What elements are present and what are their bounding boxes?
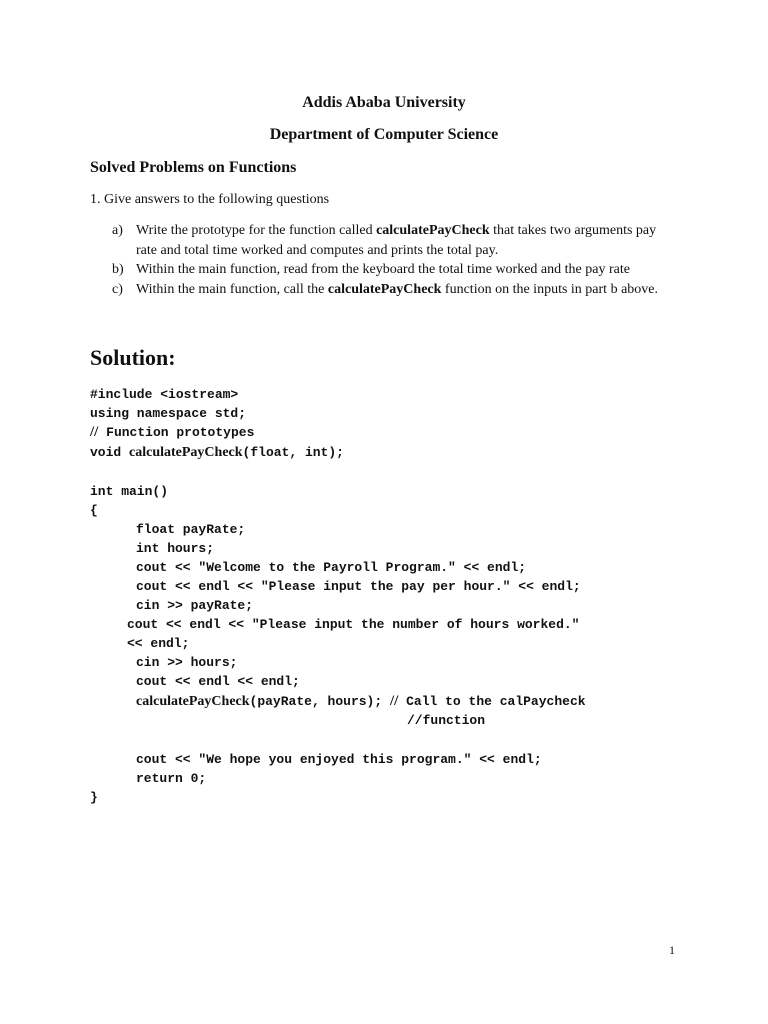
code-line: << endl; [127,636,190,651]
function-name: calculatePayCheck [376,223,490,238]
solution-heading: Solution: [90,345,176,370]
code-line: cout << endl << "Please input the number of hours worked." [127,617,580,632]
item-marker: c) [112,281,123,297]
code-line: { [90,503,98,518]
department-title: Department of Computer Science [269,126,499,143]
code-line: cout << endl << "Please input the pay per hour." << endl; [136,579,581,594]
university-title: Addis Ababa University [302,94,466,111]
code-line: float payRate; [136,522,246,537]
code-line: #include <iostream> [90,387,239,402]
code-line: cout << "We hope you enjoyed this program." << endl; [136,752,542,767]
code-line: void calculatePayCheck(float, int); [90,445,344,460]
item-marker: b) [112,262,124,277]
item-text: Within the main function, call the calculatePayCheck function on the inputs in part b above. [136,281,658,297]
code-line: int main() [90,484,169,499]
list-item [112,280,672,300]
item-text: Write the prototype for the function called calculatePayCheck that takes two arguments pay rate and total time worked and computes and prints the total pay. [136,223,657,258]
code-line: cin >> payRate; [136,598,254,613]
function-name: calculatePayCheck [327,281,442,297]
code-line: return 0; [136,771,207,786]
list-item [112,221,672,260]
code-line: calculatePayCheck(payRate, hours); // Call to the calPaycheck [136,693,586,709]
code-line: //function [407,713,486,728]
item-marker: a) [112,223,123,238]
code-line: // Function prototypes [90,424,255,440]
code-line: using namespace std; [90,406,247,421]
page-number: 1 [669,943,675,957]
code-line: cout << endl << endl; [136,674,300,689]
item-text: Within the main function, read from the keyboard the total time worked and the pay rate [136,262,630,277]
code-line: cout << "Welcome to the Payroll Program." << endl; [136,560,527,575]
list-item [112,260,672,280]
code-line: cin >> hours; [136,655,238,670]
question-intro: 1. Give answers to the following questions [90,192,330,207]
section-title: Solved Problems on Functions [90,159,297,176]
code-line: int hours; [136,541,215,556]
question-items [112,221,672,299]
code-line: } [90,790,98,805]
